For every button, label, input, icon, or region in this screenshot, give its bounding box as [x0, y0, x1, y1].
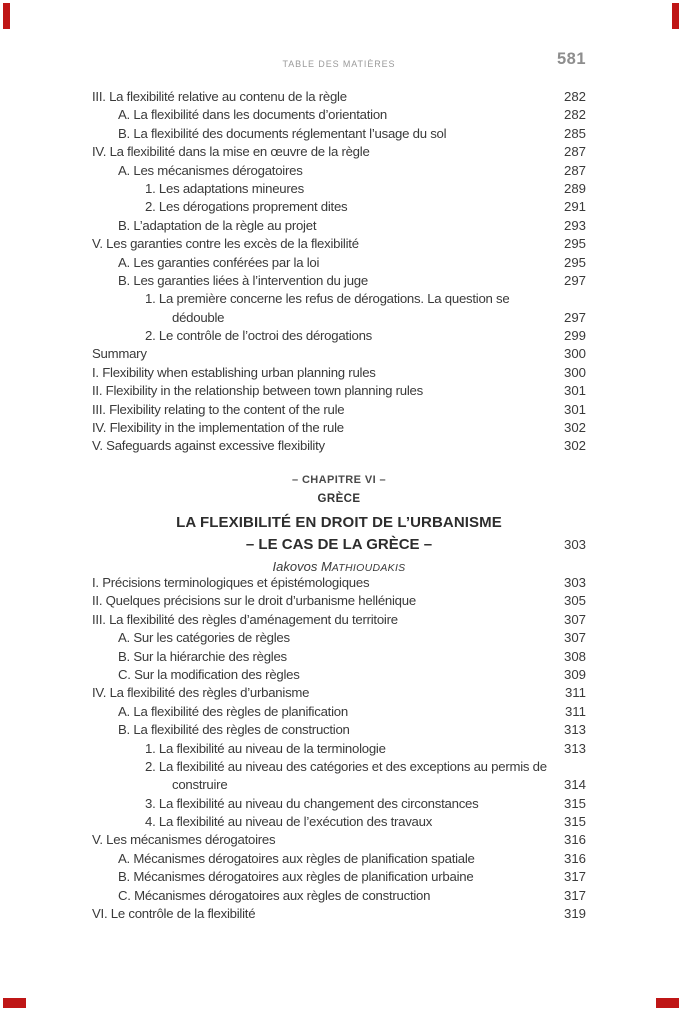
- toc-entry-text: construire: [172, 777, 228, 793]
- toc-row: [92, 309, 586, 327]
- toc-entry-page: 301: [563, 383, 586, 399]
- folio-page-number: 581: [556, 50, 586, 68]
- toc-row: [92, 611, 586, 629]
- toc-entry-text: IV. La flexibilité dans la mise en œuvre de la règle: [92, 144, 370, 160]
- toc-row: [92, 721, 586, 739]
- toc-entry-text: V. Les mécanismes dérogatoires: [92, 832, 276, 848]
- toc-entry-text: B. L’adaptation de la règle au projet: [118, 217, 317, 233]
- toc-entry-page: 319: [563, 906, 586, 922]
- toc-row: [92, 327, 586, 345]
- toc-row: [92, 703, 586, 721]
- toc-entry-text: I. Précisions terminologiques et épistémologiques: [92, 575, 370, 590]
- toc-entry-text: 2. Le contrôle de l’octroi des dérogations: [145, 328, 373, 344]
- toc-row: [92, 648, 586, 666]
- toc-entry-text: 4. La flexibilité au niveau de l’exécution des travaux: [145, 814, 433, 830]
- toc-entry-page: 297: [563, 309, 586, 325]
- toc-section-bottom: [92, 574, 586, 923]
- toc-row: [92, 684, 586, 702]
- toc-entry-text: II. Flexibility in the relationship between town planning rules: [92, 383, 423, 399]
- toc-entry-page: 285: [563, 125, 586, 141]
- toc-entry-text: III. La flexibilité relative au contenu de la règle: [92, 89, 347, 104]
- page-header: [92, 48, 586, 74]
- toc-entry-page: 303: [563, 575, 586, 590]
- toc-entry-text: III. Flexibility relating to the content of the rule: [92, 401, 345, 417]
- toc-entry-text: B. La flexibilité des règles de construction: [118, 722, 350, 738]
- toc-entry-text: VI. Le contrôle de la flexibilité: [92, 906, 256, 922]
- chapter-title-line2-row: [92, 535, 586, 554]
- crop-mark-bottom-left: [3, 998, 26, 1008]
- toc-entry-text: III. La flexibilité des règles d’aménagement du territoire: [92, 611, 398, 627]
- toc-entry-page: 300: [563, 346, 586, 362]
- toc-row: [92, 217, 586, 235]
- chapter-title-page-number: 303: [563, 537, 586, 552]
- toc-row: [92, 740, 586, 758]
- toc-entry-page: 316: [563, 850, 586, 866]
- toc-entry-page: 317: [563, 887, 586, 903]
- toc-entry-page: 307: [563, 630, 586, 646]
- toc-row: [92, 666, 586, 684]
- toc-entry-text: C. Sur la modification des règles: [118, 666, 300, 682]
- chapter-kicker: – CHAPITRE VI –: [291, 474, 387, 486]
- toc-entry-page: 317: [563, 869, 586, 885]
- author-first-name: Iakovos: [272, 559, 321, 574]
- toc-row: [92, 143, 586, 161]
- toc-entry-text: 2. La flexibilité au niveau des catégories et des exceptions au permis de: [145, 758, 547, 774]
- toc-entry-page: 305: [563, 593, 586, 609]
- toc-entry-page: 295: [563, 254, 586, 270]
- toc-entry-text: IV. Flexibility in the implementation of the rule: [92, 420, 344, 436]
- toc-row: [92, 254, 586, 272]
- toc-row: [92, 437, 586, 455]
- toc-row: [92, 106, 586, 124]
- toc-entry-page: 300: [563, 364, 586, 380]
- toc-row: [92, 88, 586, 106]
- toc-entry-page: 289: [563, 180, 586, 196]
- toc-entry-page: 291: [563, 199, 586, 215]
- crop-mark-top-left: [3, 3, 10, 29]
- toc-entry-page: 287: [563, 144, 586, 160]
- toc-row: [92, 125, 586, 143]
- toc-entry-page: 316: [563, 832, 586, 848]
- crop-mark-bottom-right: [656, 998, 679, 1008]
- toc-entry-page: 309: [563, 666, 586, 682]
- toc-row: [92, 813, 586, 831]
- toc-entry-page: 315: [563, 814, 586, 830]
- toc-entry-page: 307: [563, 611, 586, 627]
- chapter-title-line1: LA FLEXIBILITÉ EN DROIT DE L’URBANISME: [176, 514, 502, 531]
- toc-entry-text: A. La flexibilité des règles de planification: [118, 703, 348, 719]
- chapter-title-line2: – LE CAS DE LA GRÈCE –: [245, 536, 433, 553]
- toc-entry-text: A. La flexibilité dans les documents d’orientation: [118, 107, 387, 123]
- toc-entry-page: 313: [563, 722, 586, 738]
- toc-row: [92, 905, 586, 923]
- toc-row: [92, 887, 586, 905]
- toc-entry-page: 297: [563, 272, 586, 288]
- toc-row: [92, 198, 586, 216]
- toc-entry-page: 299: [563, 328, 586, 344]
- toc-entry-text: Summary: [92, 346, 147, 362]
- toc-row: [92, 235, 586, 253]
- toc-row: [92, 574, 586, 592]
- toc-entry-text: V. Les garanties contre les excès de la flexibilité: [92, 236, 359, 252]
- toc-entry-page: 282: [563, 89, 586, 104]
- toc-entry-page: 293: [563, 217, 586, 233]
- toc-row: [92, 850, 586, 868]
- toc-entry-text: B. Sur la hiérarchie des règles: [118, 648, 287, 664]
- toc-entry-text: V. Safeguards against excessive flexibility: [92, 438, 325, 454]
- toc-row: [92, 180, 586, 198]
- crop-mark-top-right: [672, 3, 679, 29]
- author-last-name-smallcaps: ATHIOUDAKIS: [331, 562, 406, 574]
- toc-entry-text: A. Mécanismes dérogatoires aux règles de planification spatiale: [118, 850, 475, 866]
- running-title: TABLE DES MATIÈRES: [282, 59, 396, 69]
- toc-entry-text: I. Flexibility when establishing urban planning rules: [92, 364, 376, 380]
- toc-entry-text: dédouble: [172, 309, 225, 325]
- toc-entry-text: 2. Les dérogations proprement dites: [145, 199, 348, 215]
- toc-entry-page: 287: [563, 162, 586, 178]
- toc-entry-page: 311: [564, 685, 586, 701]
- toc-row: [92, 162, 586, 180]
- toc-entry-page: 301: [563, 401, 586, 417]
- toc-row: [92, 401, 586, 419]
- toc-row: [92, 592, 586, 610]
- toc-entry-text: 1. La première concerne les refus de dérogations. La question se: [145, 291, 510, 307]
- toc-entry-text: 3. La flexibilité au niveau du changement des circonstances: [145, 795, 479, 811]
- toc-row: [92, 364, 586, 382]
- toc-entry-page: 282: [563, 107, 586, 123]
- toc-entry-text: 1. Les adaptations mineures: [145, 180, 304, 196]
- toc-row: [92, 272, 586, 290]
- toc-entry-text: IV. La flexibilité des règles d’urbanisme: [92, 685, 310, 701]
- toc-entry-page: 315: [563, 795, 586, 811]
- toc-row: [92, 290, 586, 308]
- toc-row: [92, 795, 586, 813]
- toc-entry-text: A. Les mécanismes dérogatoires: [118, 162, 303, 178]
- toc-row: [92, 419, 586, 437]
- toc-row: [92, 345, 586, 363]
- toc-row: [92, 758, 586, 776]
- toc-entry-text: C. Mécanismes dérogatoires aux règles de construction: [118, 887, 431, 903]
- toc-entry-text: II. Quelques précisions sur le droit d’urbanisme hellénique: [92, 593, 416, 609]
- toc-row: [92, 382, 586, 400]
- toc-row: [92, 868, 586, 886]
- chapter-heading-block: [92, 473, 586, 578]
- toc-entry-page: 314: [563, 777, 586, 793]
- toc-section-top: [92, 88, 586, 456]
- toc-entry-page: 313: [563, 740, 586, 756]
- toc-entry-text: 1. La flexibilité au niveau de la terminologie: [145, 740, 386, 756]
- toc-entry-text: B. Les garanties liées à l’intervention du juge: [118, 272, 368, 288]
- toc-entry-page: 302: [563, 438, 586, 454]
- toc-entry-page: 302: [563, 420, 586, 436]
- chapter-country: GRÈCE: [317, 493, 361, 505]
- toc-entry-page: 308: [563, 648, 586, 664]
- author-last-initial: M: [320, 559, 332, 574]
- toc-row: [92, 629, 586, 647]
- toc-entry-text: B. Mécanismes dérogatoires aux règles de planification urbaine: [118, 869, 474, 885]
- toc-entry-page: 311: [564, 703, 586, 719]
- toc-row: [92, 831, 586, 849]
- toc-entry-text: B. La flexibilité des documents réglementant l’usage du sol: [118, 125, 447, 141]
- toc-entry-page: 295: [563, 236, 586, 252]
- toc-entry-text: A. Les garanties conférées par la loi: [118, 254, 320, 270]
- toc-row: [92, 776, 586, 794]
- toc-entry-text: A. Sur les catégories de règles: [118, 630, 290, 646]
